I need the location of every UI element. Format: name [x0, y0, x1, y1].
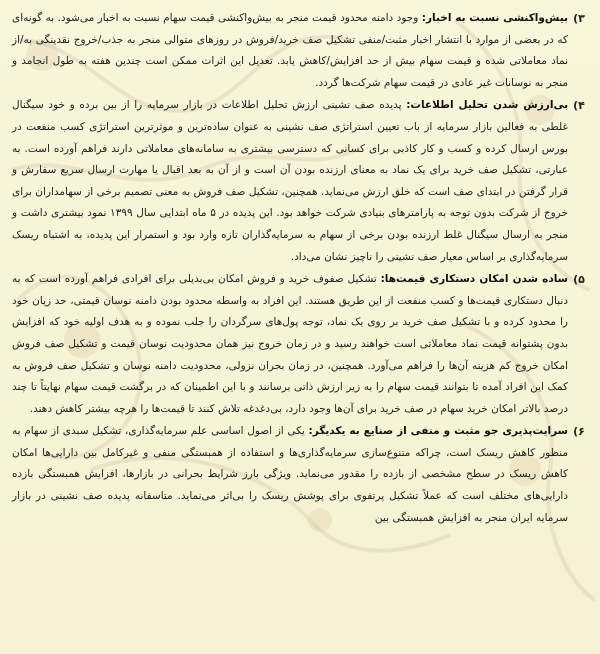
- section-title: بی‌ارزش شدن تحلیل اطلاعات:: [406, 99, 569, 112]
- document-content: [12, 8, 588, 646]
- section-body: تشکیل صفوف خرید و فروش امکان بی‌بدیلی برای افرادی فراهم آورده است که به دنبال دستکاری قیمت‌ها و کسب منفعت از این طریق هستند. این افراد به واسطه محدود بودن دامنه نوسان قیمتی، حد زیان خود را محدود کرده و با تشکیل صف خرید بر روی یک نماد، توجه پول‌های سرگردان را جلب نموده و به هدف اولیه خود که افزایش بدون پشتوانه قیمت نماد معاملاتی است خواهند رسید و در زمان خروج نیز همان محدودیت نوسان قیمت و تشکیل صف فروش امکان خروج کم هزینه آن‌ها را فراهم می‌آورد. همچنین، در زمان بحران نزولی، محدودیت دامنه نوسان و تشکیل صف فروش به کمک این افراد آمده تا بتوانند قیمت سهام را به زیر ارزش ذاتی برسانند و با این اطمینان که در برگشت قیمت سهام نهایتاً تا چند درصد بالاتر امکان خرید سهام در صف خرید برای آن‌ها وجود دارد، بی‌دغدغه تلاش کنند تا قیمت‌ها را هرچه بیشتر کاهش دهند.: [12, 273, 568, 415]
- section-paragraph: [12, 8, 568, 94]
- section-title: ساده شدن امکان دستکاری قیمت‌ها:: [380, 273, 568, 286]
- section-body: وجود دامنه محدود قیمت منجر به بیش‌واکنشی قیمت سهام نسبت به اخبار می‌شود. به گونه‌ای که در بعضی از موارد با انتشار اخبار مثبت/منفی تشکیل صف خرید/فروش در روزهای متوالی منجر به جذب/خروج نقدینگی به/از نماد معاملاتی شده و قیمت سهام بیش از حد افزایش/کاهش یابد. تعدیل این اثرات ممکن است چندین هفته به طول انجامد و منجر به نوسانات غیر عادی در قیمت سهام شرکت‌ها گردد.: [12, 12, 568, 89]
- section-title: سرایت‌پذیری جو مثبت و منفی از صنایع به یکدیگر:: [308, 425, 568, 438]
- section-3: [12, 8, 588, 94]
- section-4: [12, 95, 588, 268]
- section-6: [12, 421, 588, 529]
- section-paragraph: [12, 95, 568, 268]
- section-number: ۶): [573, 425, 585, 439]
- section-body: یکی از اصول اساسی علم سرمایه‌گذاری، تشکیل سبدی از سهام به منظور کاهش ریسک است، چراکه متنوع‌سازی سرمایه‌گذاری‌ها و استفاده از همبستگی منفی و غیرکامل بین دارایی‌ها امکان کاهش ریسک در سطح مشخصی از بازده را مقدور می‌نماید. ویژگی بارز شرایط بحرانی در بازارها، افزایش همبستگی بازده دارایی‌های مختلف است که عملاً تشکیل پرتفوی برای پوشش ریسک را بی‌اثر می‌نماید. متاسفانه پدیده صف نشینی در بازار سرمایه ایران منجر به افزایش همبستگی بین: [12, 425, 568, 524]
- section-title: بیش‌واکنشی نسبت به اخبار:: [421, 12, 568, 24]
- section-paragraph: [12, 421, 568, 529]
- section-paragraph: [12, 269, 568, 420]
- section-number: ۵): [573, 273, 585, 287]
- section-body: پدیده صف نشینی ارزش تحلیل اطلاعات در بازار سرمایه را از بین برده و خود سیگنال غلطی به فعالین بازار سرمایه از باب تعیین استراتژی صف نشینی به عنوان ساده‌ترین و موثرترین استراتژی کسب منفعت در بورس ارسال کرده و کسب و کار کاذبی برای کسانی که دسترسی بیشتری به سامانه‌های معاملاتی دارند فراهم آورده است. به عبارتی، تشکیل صف خرید برای یک نماد به معنای ارزنده بودن آن است و از آن به بعد اقبال یا مهارت ارسال سریع سفارش و قرار گرفتن در ابتدای صف است که خلق ارزش می‌نماید. همچنین، تشکیل صف فروش به معنی تصمیم برخی از سهامداران برای خروج از شرکت بدون توجه به پارامترهای بنیادی شرکت خواهد بود. این پدیده در ۵ ماه ابتدایی سال ۱۳۹۹ نمود بیشتری داشت و منجر به ارسال سیگنال غلط ارزنده بودن برخی از سهام به سرمایه‌گذاران تازه وارد بود و استمرار این پدیده، به اشتباه ریسک سرمایه‌گذاری بر اساس معیار صف نشینی را ناچیز نشان می‌داد.: [12, 99, 568, 263]
- section-5: [12, 269, 588, 420]
- section-number: ۳): [573, 12, 585, 25]
- section-number: ۴): [573, 99, 585, 113]
